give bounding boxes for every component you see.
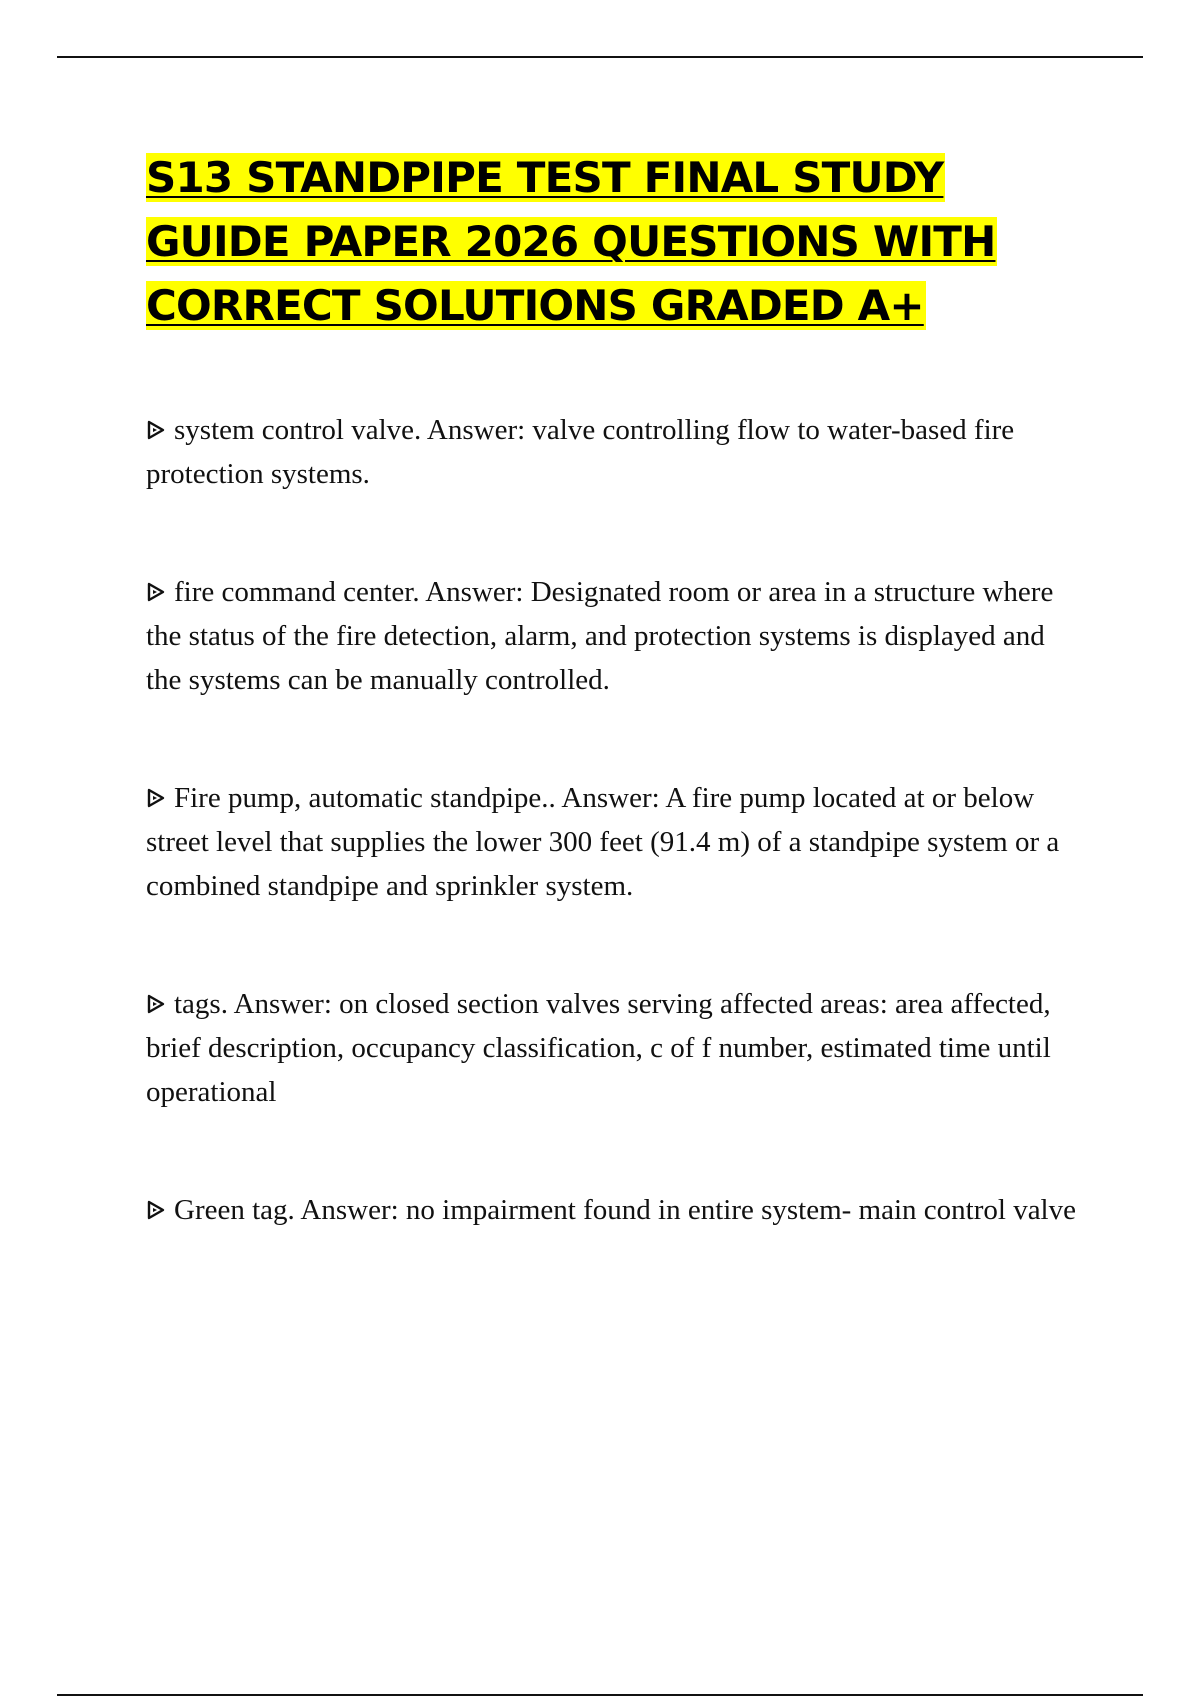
qa-item-text: fire command center. Answer: Designated room or area in a structure where the status of the fire detection, alarm, and protection systems is displayed and the systems can be manually controlled. — [146, 576, 1054, 696]
document-title-text: S13 STANDPIPE TEST FINAL STUDY GUIDE PAPER 2026 QUESTIONS WITH CORRECT SOLUTIONS GRADED A+ — [146, 153, 996, 330]
qa-item-text: system control valve. Answer: valve controlling flow to water-based fire protection systems. — [146, 414, 1015, 490]
qa-item-3 — [146, 776, 1086, 908]
qa-item-text: Fire pump, automatic standpipe.. Answer: A fire pump located at or below street level that supplies the lower 300 feet (91.4 m) of a standpipe system or a combined standpipe and sprinkler system. — [146, 782, 1060, 902]
qa-item-text: tags. Answer: on closed section valves serving affected areas: area affected, brief description, occupancy classification, c of f number, estimated time until operational — [146, 988, 1051, 1108]
triangle-bullet-icon — [146, 419, 166, 441]
qa-item-2 — [146, 570, 1086, 702]
document-title — [146, 146, 1086, 338]
triangle-bullet-icon — [146, 1199, 166, 1221]
triangle-bullet-icon — [146, 787, 166, 809]
triangle-bullet-icon — [146, 993, 166, 1015]
qa-item-text: Green tag. Answer: no impairment found in entire system- main control valve — [174, 1194, 1076, 1226]
qa-item-1 — [146, 408, 1086, 496]
top-rule — [57, 56, 1143, 58]
bottom-rule — [57, 1694, 1143, 1696]
qa-item-5 — [146, 1188, 1086, 1232]
triangle-bullet-icon — [146, 581, 166, 603]
qa-item-4 — [146, 982, 1086, 1114]
